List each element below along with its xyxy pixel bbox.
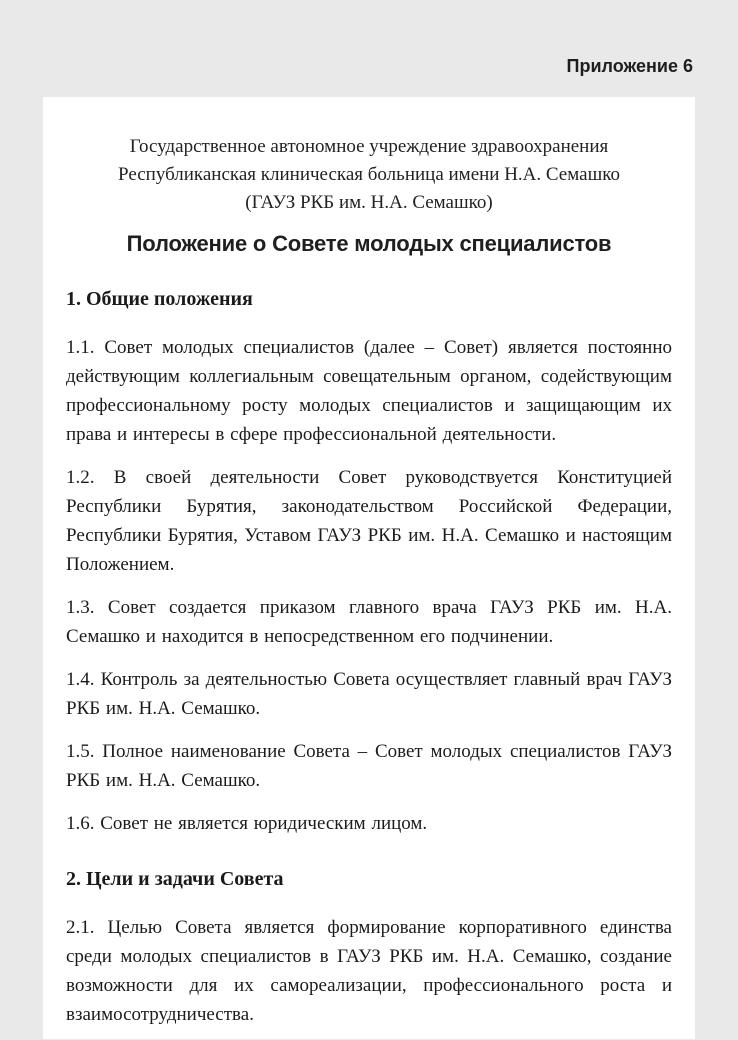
section-heading-general-provisions: 1. Общие положения <box>66 288 253 310</box>
document-title: Положение о Совете молодых специалистов <box>126 231 612 256</box>
institution-line-2: Республиканская клиническая больница имени Н.А. Семашко <box>118 164 620 185</box>
paragraph-1-4: 1.4. Контроль за деятельностью Совета осуществляет главный врач ГАУЗ РКБ им. Н.А. Семашко. <box>66 669 672 719</box>
annex-label: Приложение 6 <box>566 56 693 76</box>
institution-line-1: Государственное автономное учреждение здравоохранения <box>129 136 609 157</box>
paragraph-1-3: 1.3. Совет создается приказом главного врача ГАУЗ РКБ им. Н.А. Семашко и находится в непосредственном его подчинении. <box>66 597 672 647</box>
paragraph-2-1: 2.1. Целью Совета является формирование корпоративного единства среди молодых специалистов в ГАУЗ РКБ им. Н.А. Семашко, создание возможности для их самореализации, профессионального роста и взаимосотрудничества. <box>66 917 672 1025</box>
document-page <box>43 97 695 1039</box>
paragraph-1-5: 1.5. Полное наименование Совета – Совет молодых специалистов ГАУЗ РКБ им. Н.А. Семашко. <box>66 741 672 791</box>
paragraph-1-1: 1.1. Совет молодых специалистов (далее – Совет) является постоянно действующим коллегиальным совещательным органом, содействующим профессиональному росту молодых специалистов и защищающим их права и интересы в сфере профессиональной деятельности. <box>66 337 672 445</box>
institution-line-3: (ГАУЗ РКБ им. Н.А. Семашко) <box>245 192 493 213</box>
institution-header <box>66 133 672 217</box>
paragraph-1-6: 1.6. Совет не является юридическим лицом. <box>66 813 428 834</box>
section-heading-goals-and-tasks: 2. Цели и задачи Совета <box>66 868 284 890</box>
paragraph-1-2: 1.2. В своей деятельности Совет руководствуется Конституцией Республики Бурятия, законодательством Российской Федерации, Республики Бурятия, Уставом ГАУЗ РКБ им. Н.А. Семашко и настоящим Положением. <box>66 467 672 575</box>
